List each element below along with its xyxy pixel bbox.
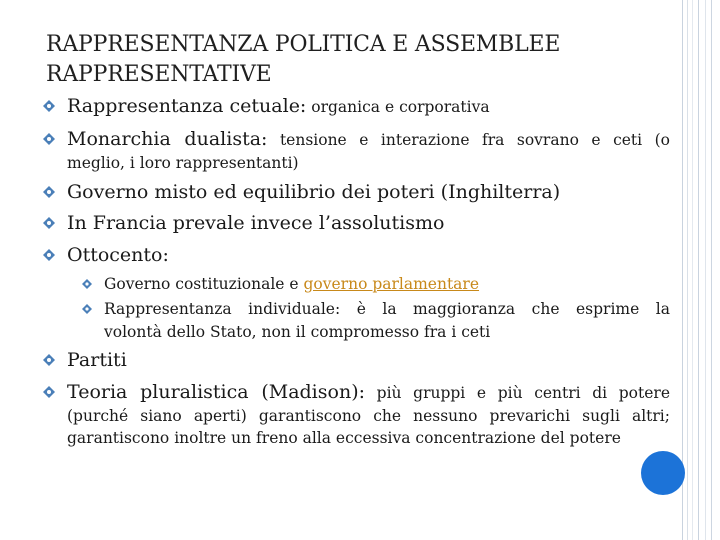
bullet-marker-icon — [43, 249, 55, 261]
title-line-2: RAPPRESENTATIVE — [46, 62, 272, 87]
governo-parlamentare-link[interactable]: governo parlamentare — [303, 275, 480, 293]
bullet-text-line-2: (purché siano aperti) garantiscono che nessuno prevarichi sugli altri; — [67, 407, 670, 425]
bullet-ottocento — [67, 243, 169, 267]
sub-bullet-text-line-2: volontà dello Stato, non il compromesso fra i ceti — [104, 323, 491, 341]
bullet-lead: Ottocento: — [67, 244, 169, 266]
bullet-lead: Rappresentanza cetuale: — [67, 95, 307, 117]
sub-bullet-text: Governo costituzionale e — [104, 275, 304, 293]
bullet-francia — [67, 211, 444, 235]
bullet-monarchia-dualista — [67, 127, 670, 174]
bullet-marker-icon — [43, 100, 55, 112]
bullet-text-line-1: più gruppi e più centri di potere — [365, 384, 671, 402]
bullet-text: organica e corporativa — [306, 98, 490, 116]
bullet-lead: Partiti — [67, 349, 127, 371]
bullet-text-line-1: tensione e interazione fra sovrano e ceti (o — [267, 131, 670, 149]
bullet-marker-icon — [43, 186, 55, 198]
bullet-marker-icon — [43, 386, 55, 398]
bullet-partiti — [67, 348, 127, 372]
sub-bullet-marker-icon — [82, 279, 92, 289]
sub-bullet-marker-icon — [82, 304, 92, 314]
bullet-marker-icon — [43, 133, 55, 145]
decorative-blue-circle — [641, 451, 685, 495]
bullet-lead: Governo misto ed equilibrio dei poteri (Inghilterra) — [67, 181, 561, 203]
bullet-rappresentanza-cetuale — [67, 94, 490, 119]
bullet-lead: Teoria pluralistica (Madison): — [67, 381, 366, 403]
sub-bullet-governo-costituzionale — [104, 273, 479, 296]
title-line-1: RAPPRESENTANZA POLITICA E ASSEMBLEE — [46, 32, 561, 57]
bullet-lead: Monarchia dualista: — [67, 128, 268, 150]
sub-bullet-rappresentanza-individuale — [104, 298, 670, 344]
bullet-marker-icon — [43, 354, 55, 366]
bullet-text-line-2: meglio, i loro rappresentanti) — [67, 154, 299, 172]
sub-bullet-text-line-1: Rappresentanza individuale: è la maggioranza che esprime la — [104, 300, 670, 318]
slide-title — [46, 30, 646, 90]
bullet-lead: In Francia prevale invece l’assolutismo — [67, 212, 445, 234]
bullet-governo-misto — [67, 180, 560, 204]
bullet-teoria-pluralistica — [67, 380, 670, 449]
bullet-text-line-3: garantiscono inoltre un freno alla eccessiva concentrazione del potere — [67, 429, 621, 447]
right-frame-lines — [678, 0, 720, 540]
bullet-marker-icon — [43, 217, 55, 229]
